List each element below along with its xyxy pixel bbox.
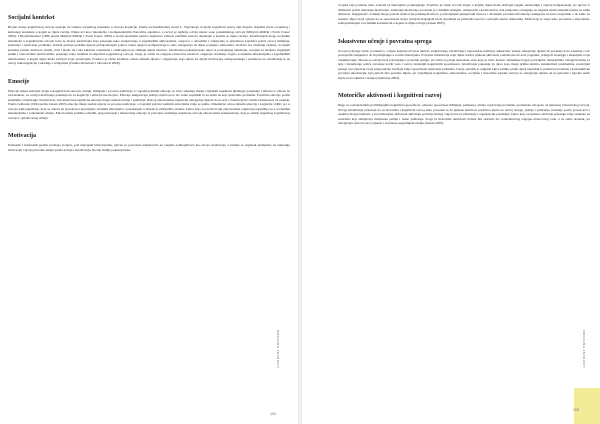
section-emocije — [8, 78, 290, 121]
section-heading: Socijalni kontekst — [8, 15, 55, 21]
page-number: 103 — [573, 408, 579, 412]
section-heading: Motivacija — [8, 133, 37, 139]
section-body: Za razvoj mozga važno je iskustvo, a dijete najbolje uči kroz aktivno sudjelovanje, istraživanje i neposredan doživljaj. Iskustveno učenje omogućuje djetetu da povezuje nova saznanja s već postojećim znanjem te da ih primjenjuje u novim situacijama. Povratna informacija koju dijete dobiva tijekom aktivnosti pomaže mu da uoči pogreške, prilagodi strategije i unaprijedi svoje razumijevanje. Mozak se razvija kroz ponavljanje i povratnu spregu, pri čemu se jačaju neuronske veze koje se često koriste. Okruženje bogato poticajima, materijalima i mogućnostima za igru i istraživanje potiče stvaranje novih veza i razvoj složenijih kognitivnih sposobnosti. Istraživanja pokazuju da djeca koja imaju priliku aktivno manipulirati predmetima, postavljati pitanja i provjeravati svoje pretpostavke razvijaju bolje sposobnosti rješavanja problema. Uloga odraslih je osigurati takve prilike, pratiti dječji napredak te pružati pravodobnu i konstruktivnu povratnu informaciju. Igra pritom ima posebno mjesto jer objedinjuje kognitivne, emocionalne, socijalne i motoričke aspekte razvoja te omogućuje djetetu da na prirodan i ugodan način stječe nova iskustva i znanja (Anderson 2004). — [338, 48, 590, 80]
running-side-label: ODGOJNE ZNANOSTI — [582, 330, 586, 369]
section-continued-text — [338, 3, 590, 26]
section-body: Brojne teorije kognitivnog razvoja upućuju na važnost socijalnog konteksta u razvoju kognicije. Prema sociokulturalnoj teoriji L. Vigotskoga ni dječji kognitivni razvoj nije moguće objasniti izvan socijalnog i kulturnog konteksta u kojem se dijete razvija. Dijete uči kroz interakciju s kompetentnijim članovima zajednice, a razvoj se najbolje odvija unutar zone proksimalnog razvoja (Miljević-Riđički i Pavin Ivanec 2009). I Bronfenbrenner (1986 prema Miljević-Riđički i Pavin Ivanec 2009) u teoriji ekoloških sustava naglašava važnost različitih sustava okruženja u kojima se dijete razvija. Istraživanjem uloge socijalnih interakcija u kognitivnom razvoju bave se brojna istraživanja koja pokazuju kako sudjelovanje u zajedničkim aktivnostima, razgovor s odraslima i vršnjacima te pripadnost zajednici potiču razvoj mišljenja, pamćenja i rješavanja problema. Odrasli pružaju podršku djetetu prilagođavajući pomoć razini njegove kompetencije te tako omogućuju da dijete postupno samostalno izvršava sve složenije zadatke. Socijalni kontekst pritom obuhvaća obitelj, vrtić i školu, ali i šire kulturne vrijednosti i očekivanja koja oblikuju dječje iskustvo. Istraživanja pokazuju kako djeca iz poticajnijeg okruženja, u kojem su izložena bogatijem jeziku i raznovrsnim aktivnostima, pokazuju bolje rezultate na mjerama kognitivnog razvoja. Stoga je važno da odgojno-obrazovne ustanove osiguraju okruženje bogato socijalnim interakcijama i zajedničkim aktivnostima, u kojem dijete može razvijati svoje potencijale. Posebno je važna kvaliteta odnosa između djeteta i odgajatelja, koja utječe na dječju motivaciju, samopouzdanje i spremnost na istraživanje te na razvoj samoregulacije i suradnje s vršnjacima (Čudina-Obradović i Obradović 2006). — [8, 25, 290, 65]
section-body: Emocije imaju značajnu ulogu u kognitivnom razvoju, učenju, mišljenju i procesu pamćenja. U zapadnoj kulturi emocije se često smatraju manje vrijednim aspektom ljudskoga ponašanja i ličnosti u odnosu na racionalnost, no novija istraživanja pokazuju da su kognicija i emocija neodvojive. Emocije usmjeravaju pažnju, utječu na to što ćemo zapamtiti te na način na koji rješavamo probleme. Pozitivne emocije potiču znatiželju, istraživanje i kreativnost, dok intenzivne negativne emocije mogu ometati učenje i pamćenje. Razvoj emocionalne regulacije omogućuje djetetu da se nosi s frustracijom i zadrži usmjerenost na zadatak. Prema LeDouxu (1994 prema Jensen 2005) emocije imaju snažan utjecaj na procese pamćenja, a događaji praćeni snažnim emocijama bolje se pamte. Dinamičan odnos između emocija i kognicije vidljiv je i u razvoju samoregulacije, koja se odnosi na sposobnost upravljanja vlastitim emocijama i ponašanjem u skladu sa zahtjevima okoline. Djeca koja su razvila bolju emocionalnu regulaciju uspješnija su u socijalnim interakcijama i u školskom učenju. Emocionalna podrška odraslih, prepoznavanje i imenovanje emocija te poticajno okruženje doprinose razvoju emocionalne kompetencije, koja je temelj uspješnog kognitivnog razvoja i cjeloživotnog učenja. — [8, 88, 290, 120]
section-iskustveno-ucenje — [338, 38, 590, 81]
section-heading: Motoričke aktivnosti i kognitivni razvoj — [338, 93, 442, 99]
running-side-label: ODGOJNE ZNANOSTI — [276, 330, 280, 369]
left-page — [0, 0, 298, 424]
section-heading: Emocije — [8, 78, 30, 85]
section-body: čovjeka nije potrebno usko vezivati za materijalno potkrepljenje. Posebice je važno stvoriti uvjete u kojima dijete može doživjeti uspjeh, autonomiju i osjećaj kompetencije, jer upravo ti čimbenici potiču unutarnju motivaciju. Unutarnja motivacija povezana je s dubljim učenjem, ustrajnošću i kreativnošću, dok pretjerano oslanjanje na nagrade može umanjiti interes za samu aktivnost. Odgajatelji i roditelji mogu poticati motivaciju pružanjem izbora, postavljanjem primjerenih izazova i davanjem povratne informacije usmjerene na trud i napredak, a ne samo na rezultat. Djeca koja vjeruju da se sposobnosti mogu razvijati ulaganjem truda spremnija su prihvatiti izazove i ustrajati unatoč teškoćama. Motivacija je stoga usko povezana s emocijama, samopoimanjem i socijalnim kontekstom u kojem se dijete razvija (Jensen 2005). — [338, 3, 590, 25]
section-body: Dugo se u znanstvenim promišljanjima kognitivna sposobnost, odnosno sposobnost mišljenja, pamćenja, učenja i rješavanja problema, promatrala odvojeno od tjelesnog i motoričkog razvoja. Novija istraživanja pokazuju da su motorički i kognitivni razvoj usko povezani te da tjelesna aktivnost pozitivno utječe na razvoj mozga, pažnju i pamćenje. Kretanje potiče protok krvi i opskrbu mozga kisikom, a koordinacijske aktivnosti aktiviraju područja mozga odgovorna za planiranje i organizaciju ponašanja. Djeca koja su tjelesno aktivnija pokazuju bolje rezultate na zadacima koji zahtijevaju usmjerenu pažnju i radno pamćenje. Stoga bi motoričke aktivnosti trebale biti sastavni dio svakodnevnog odgojno-obrazovnog rada, a ne samo dodatak, jer omogućuju cjelovit razvoj djeteta i doprinose uspješnijem učenju (Jensen 2005). — [338, 103, 590, 125]
right-page — [302, 0, 600, 424]
section-motoricke-aktivnosti — [338, 92, 590, 126]
section-socijalni-kontekst — [8, 14, 290, 66]
corner-color-tab — [574, 388, 600, 424]
section-motivacija — [8, 132, 290, 152]
page-number: 102 — [270, 412, 276, 416]
section-body: Pedesetih i šezdesetih godina prošloga stoljeća, pod utjecajem biheviorizma, glavna se pozornost usmjeravala na vanjske potkrepljivače kao izvore motivacije, a kasnije se naglasak premjestio na unutarnju motivaciju i dječju prirodnu težnju prema učenju i istraživanju. Novije studije pokazuju kako — [8, 143, 290, 152]
section-heading: Iskustveno učenje i povratna sprega — [338, 38, 432, 45]
